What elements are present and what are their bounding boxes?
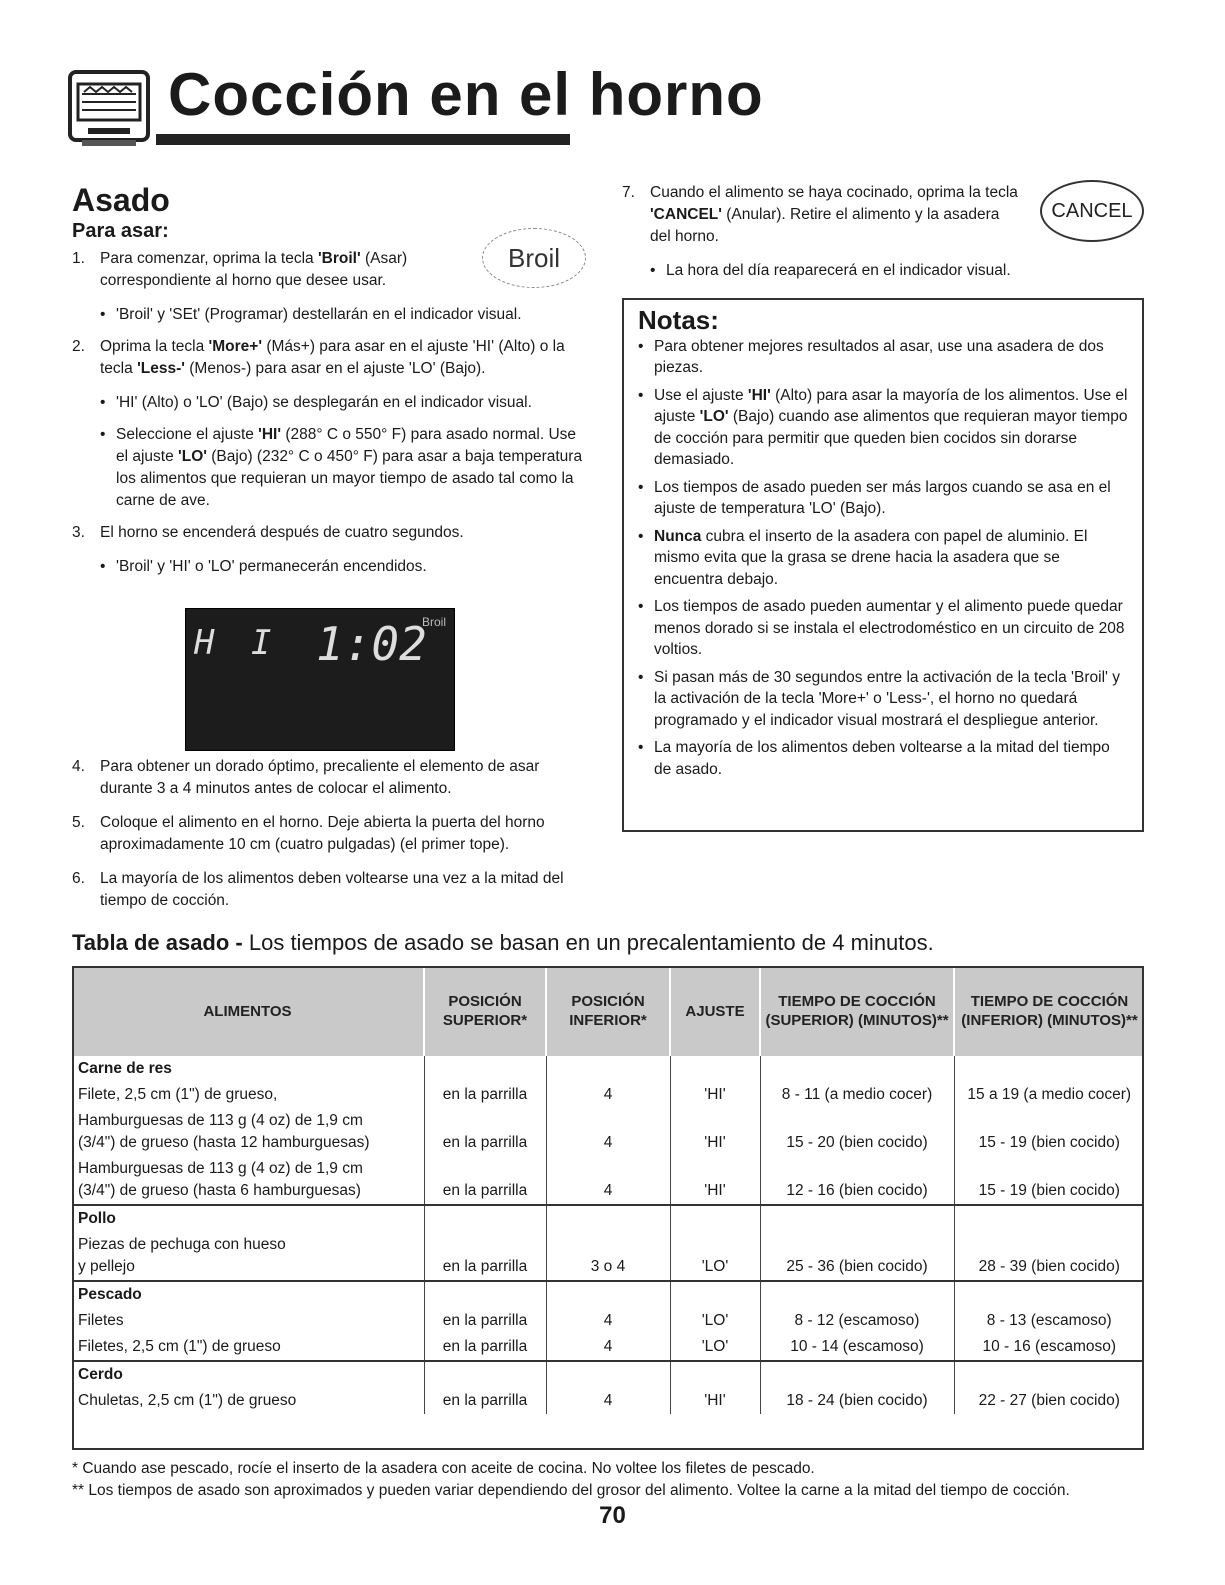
step-text: Coloque el alimento en el horno. Deje abierta la puerta del horno aproximadamente 10 cm (cuatro pulgadas) (el primer tope).	[100, 814, 545, 853]
cell-setting: 'LO'	[670, 1308, 760, 1334]
step-text: Para obtener un dorado óptimo, precaliente el elemento de asar durante 3 a 4 minutos antes de colocar el alimento.	[100, 758, 540, 797]
note-text: Para obtener mejores resultados al asar, use una asadera de dos piezas.	[654, 337, 1104, 376]
food-line: (3/4") de grueso (hasta 6 hamburguesas)	[78, 1182, 361, 1199]
cell-lower: 4	[546, 1156, 670, 1205]
display-broil-indicator: Broil	[421, 615, 446, 629]
food-category: Carne de res	[72, 1056, 424, 1082]
cell-upper: en la parrilla	[424, 1388, 546, 1414]
page-title: Cocción en el horno	[168, 61, 764, 128]
table-cell-empty	[424, 1056, 546, 1082]
note-item	[638, 477, 1128, 520]
cell-upper: en la parrilla	[424, 1334, 546, 1361]
note-item	[638, 737, 1128, 780]
subhead: Para asar:	[72, 220, 169, 242]
note-text: Use el ajuste	[654, 386, 748, 404]
cell-setting: 'LO'	[670, 1334, 760, 1361]
column-header: AJUSTE	[670, 966, 760, 1056]
cell-time-upper: 18 - 24 (bien cocido)	[760, 1388, 954, 1414]
food-cell	[72, 1108, 424, 1156]
cell-time-lower: 28 - 39 (bien cocido)	[978, 1258, 1120, 1275]
cell-upper: en la parrilla	[424, 1156, 546, 1205]
column-header: TIEMPO DE COCCIÓN (INFERIOR) (MINUTOS)**	[954, 966, 1144, 1056]
step-key: 'More+'	[208, 338, 263, 355]
table-cell-empty	[546, 1281, 670, 1308]
table-group	[72, 1205, 1144, 1281]
cell-time-lower: 15 - 19 (bien cocido)	[978, 1182, 1120, 1199]
table-cell-empty	[670, 1205, 760, 1232]
display-mode: H I	[194, 623, 280, 663]
cell-setting: 'HI'	[670, 1388, 760, 1414]
cancel-key-icon: CANCEL	[1040, 180, 1144, 242]
table-cell-empty	[954, 1056, 1144, 1082]
step-text: (Más+) para asar en el ajuste 'HI' (Alto) o la tecla	[100, 338, 565, 377]
step-key: 'CANCEL'	[650, 206, 722, 223]
food-cell	[72, 1082, 424, 1108]
cell-lower: 4	[546, 1108, 670, 1156]
food-line: (3/4") de grueso (hasta 12 hamburguesas)	[78, 1134, 370, 1151]
note-item	[638, 596, 1128, 661]
cell-time-upper: 10 - 14 (escamoso)	[760, 1334, 954, 1361]
table-row	[72, 1334, 1144, 1361]
cell-time-upper: 12 - 16 (bien cocido)	[760, 1156, 954, 1205]
bullet: • 'Broil' y 'HI' o 'LO' permanecerán encendidos.	[72, 556, 592, 578]
step-number: 3.	[72, 524, 85, 541]
broil-table	[72, 966, 1144, 1414]
food-category: Pescado	[72, 1281, 424, 1308]
table-group	[72, 1056, 1144, 1205]
table-category-row	[72, 1056, 1144, 1082]
step-text: El horno se encenderá después de cuatro segundos.	[100, 524, 464, 541]
note-item	[638, 385, 1128, 471]
table-category-row	[72, 1205, 1144, 1232]
bullet: • 'HI' (Alto) o 'LO' (Bajo) se desplegarán en el indicador visual.	[72, 392, 592, 414]
step-text: Oprima la tecla	[100, 338, 209, 355]
step-3	[72, 522, 592, 544]
footnote: ** Los tiempos de asado son aproximados y pueden variar dependiendo del grosor del alimento. Voltee la carne a la mitad del tiempo de cocción.	[72, 1482, 1070, 1499]
column-header: ALIMENTOS	[72, 966, 424, 1056]
table-header-row	[72, 966, 1144, 1056]
table-row	[72, 1232, 1144, 1281]
note-item	[638, 526, 1128, 591]
food-cell	[72, 1156, 424, 1205]
food-line: Hamburguesas de 113 g (4 oz) de 1,9 cm	[78, 1160, 363, 1177]
column-header: TIEMPO DE COCCIÓN (SUPERIOR) (MINUTOS)**	[760, 966, 954, 1056]
notes-box	[622, 298, 1144, 832]
note-item	[638, 336, 1128, 379]
note-text: Los tiempos de asado pueden ser más largos cuando se asa en el ajuste de temperatura 'LO' (Bajo).	[654, 478, 1111, 517]
food-line: Hamburguesas de 113 g (4 oz) de 1,9 cm	[78, 1112, 363, 1129]
table-cell-empty	[954, 1205, 1144, 1232]
step-text: (Asar) correspondiente al horno que desee usar.	[100, 250, 408, 289]
cell-time-upper: 15 - 20 (bien cocido)	[760, 1108, 954, 1156]
step-text: (Menos-) para asar en el ajuste 'LO' (Bajo).	[184, 360, 486, 377]
step-number: 7.	[622, 184, 635, 201]
table-cell-empty	[760, 1281, 954, 1308]
note-text: (Alto) para asar la mayoría de los alimentos. Use el ajuste	[654, 386, 1128, 425]
footnote: * Cuando ase pescado, rocíe el inserto de la asadera con aceite de cocina. No voltee los filetes de pescado.	[72, 1460, 815, 1477]
food-cell	[72, 1388, 424, 1414]
step-text: La mayoría de los alimentos deben voltearse una vez a la mitad del tiempo de cocción.	[100, 870, 564, 909]
step-number: 6.	[72, 870, 85, 887]
cell-time-lower: 15 a 19 (a medio cocer)	[967, 1086, 1132, 1103]
step-number: 1.	[72, 250, 85, 267]
bullet: • 'Broil' y 'SEt' (Programar) destellarán en el indicador visual.	[72, 304, 522, 326]
step-4	[72, 756, 592, 800]
step-key: 'Less-'	[137, 360, 185, 377]
bullet-text: (Bajo) (232° C o 450° F) para asar a baja temperatura los alimentos que requieran un mayor tiempo de asado tal como la carne de ave.	[116, 448, 583, 509]
table-cell-empty	[670, 1281, 760, 1308]
table-row	[72, 1082, 1144, 1108]
bullet-text: (288° C o 550° F) para asado normal. Use el ajuste	[116, 426, 577, 465]
bullet-key: 'HI'	[258, 426, 282, 443]
cell-upper: en la parrilla	[424, 1082, 546, 1108]
table-cell-empty	[424, 1205, 546, 1232]
cell-time-lower: 15 - 19 (bien cocido)	[978, 1134, 1120, 1151]
section-title: Asado	[72, 182, 170, 218]
table-cell-empty	[760, 1205, 954, 1232]
table-row	[72, 1388, 1144, 1414]
cell-lower: 3 o 4	[546, 1232, 670, 1281]
note-item	[638, 667, 1128, 732]
broil-key-icon: Broil	[482, 228, 586, 288]
step-1	[72, 248, 472, 292]
column-header: POSICIÓN INFERIOR*	[546, 966, 670, 1056]
step-number: 5.	[72, 814, 85, 831]
table-cell-empty	[424, 1361, 546, 1388]
asado-section	[72, 182, 592, 924]
column-header: POSICIÓN SUPERIOR*	[424, 966, 546, 1056]
table-cell-empty	[546, 1361, 670, 1388]
food-line: Piezas de pechuga con hueso	[78, 1236, 286, 1253]
note-text: Si pasan más de 30 segundos entre la activación de la tecla 'Broil' y la activación de la tecla 'More+' o 'Less-', el horno no quedará programado y el indicador visual mostrará el despliegue anterior.	[654, 668, 1121, 729]
table-cell-empty	[954, 1281, 1144, 1308]
food-line: Filetes, 2,5 cm (1") de grueso	[78, 1338, 281, 1355]
display-time: 1:02	[316, 617, 427, 671]
note-text: (Bajo) cuando ase alimentos que requieran mayor tiempo de cocción para permitir que queden bien cocidos sin dorarse demasiado.	[654, 408, 1128, 468]
table-cell-empty	[670, 1056, 760, 1082]
cell-lower: 4	[546, 1388, 670, 1414]
cell-time-lower: 10 - 16 (escamoso)	[982, 1338, 1117, 1355]
step-number: 4.	[72, 758, 85, 775]
table-cell-empty	[424, 1281, 546, 1308]
oven-display	[185, 608, 455, 751]
table-cell-empty	[760, 1361, 954, 1388]
note-key: 'LO'	[699, 408, 729, 425]
cell-upper: en la parrilla	[424, 1308, 546, 1334]
step-7	[622, 182, 1022, 248]
table-cell-empty	[546, 1056, 670, 1082]
food-line: Filetes	[78, 1312, 124, 1329]
step-5	[72, 812, 592, 856]
cell-setting: 'LO'	[670, 1232, 760, 1281]
table-group	[72, 1361, 1144, 1414]
note-key: Nunca	[654, 527, 702, 545]
step-text: Cuando el alimento se haya cocinado, oprima la tecla	[650, 184, 1018, 201]
food-category: Cerdo	[72, 1361, 424, 1388]
table-cell-empty	[954, 1361, 1144, 1388]
step-6	[72, 868, 582, 912]
note-text: cubra el inserto de la asadera con papel de aluminio. El mismo evita que la grasa se drene hacia la asadera que se encuentra debajo.	[654, 527, 1088, 588]
table-row	[72, 1308, 1144, 1334]
table-group	[72, 1281, 1144, 1361]
table-cell-empty	[760, 1056, 954, 1082]
step-2	[72, 336, 592, 380]
cell-lower: 4	[546, 1082, 670, 1108]
food-line: Chuletas, 2,5 cm (1") de grueso	[78, 1392, 297, 1409]
cell-setting: 'HI'	[670, 1108, 760, 1156]
bullet	[72, 424, 592, 512]
cell-time-lower: 8 - 13 (escamoso)	[986, 1312, 1112, 1329]
bullet-key: 'LO'	[178, 448, 207, 465]
table-heading	[72, 930, 934, 956]
cell-time-upper: 8 - 12 (escamoso)	[760, 1308, 954, 1334]
step-text: Para comenzar, oprima la tecla	[100, 250, 318, 267]
page-number: 70	[599, 1502, 626, 1529]
table-row	[72, 1156, 1144, 1205]
cell-lower: 4	[546, 1334, 670, 1361]
table-category-row	[72, 1361, 1144, 1388]
cell-lower: 4	[546, 1308, 670, 1334]
bullet: • La hora del día reaparecerá en el indicador visual.	[622, 260, 1142, 282]
note-text: La mayoría de los alimentos deben voltearse a la mitad del tiempo de asado.	[654, 739, 1110, 778]
table-heading-text: Los tiempos de asado se basan en un precalentamiento de 4 minutos.	[242, 930, 934, 955]
food-category: Pollo	[72, 1205, 424, 1232]
cell-time-lower: 22 - 27 (bien cocido)	[978, 1392, 1120, 1409]
step-number: 2.	[72, 338, 85, 355]
table-row	[72, 1108, 1144, 1156]
table-heading-title: Tabla de asado -	[72, 930, 243, 955]
table-cell-empty	[546, 1205, 670, 1232]
food-cell	[72, 1308, 424, 1334]
cell-upper: en la parrilla	[424, 1232, 546, 1281]
step-text: (Anular). Retire el alimento y la asadera del horno.	[650, 206, 1000, 245]
cell-time-upper: 25 - 36 (bien cocido)	[760, 1232, 954, 1281]
food-line: y pellejo	[78, 1258, 135, 1275]
cell-time-upper: 8 - 11 (a medio cocer)	[760, 1082, 954, 1108]
note-text: Los tiempos de asado pueden aumentar y el alimento puede quedar menos dorado si se instala el electrodoméstico en un circuito de 208 voltios.	[654, 598, 1125, 658]
cell-setting: 'HI'	[670, 1156, 760, 1205]
food-cell	[72, 1232, 424, 1281]
table-category-row	[72, 1281, 1144, 1308]
bullet-text: Seleccione el ajuste	[116, 426, 259, 443]
table-cell-empty	[670, 1361, 760, 1388]
cell-setting: 'HI'	[670, 1082, 760, 1108]
food-line: Filete, 2,5 cm (1") de grueso,	[78, 1086, 278, 1103]
oven-icon	[68, 70, 150, 148]
note-key: 'HI'	[747, 386, 771, 404]
title-rule	[156, 134, 570, 145]
cell-upper: en la parrilla	[424, 1108, 546, 1156]
step-key: 'Broil'	[317, 250, 361, 267]
food-cell	[72, 1334, 424, 1361]
notes-title: Notas:	[638, 305, 719, 335]
